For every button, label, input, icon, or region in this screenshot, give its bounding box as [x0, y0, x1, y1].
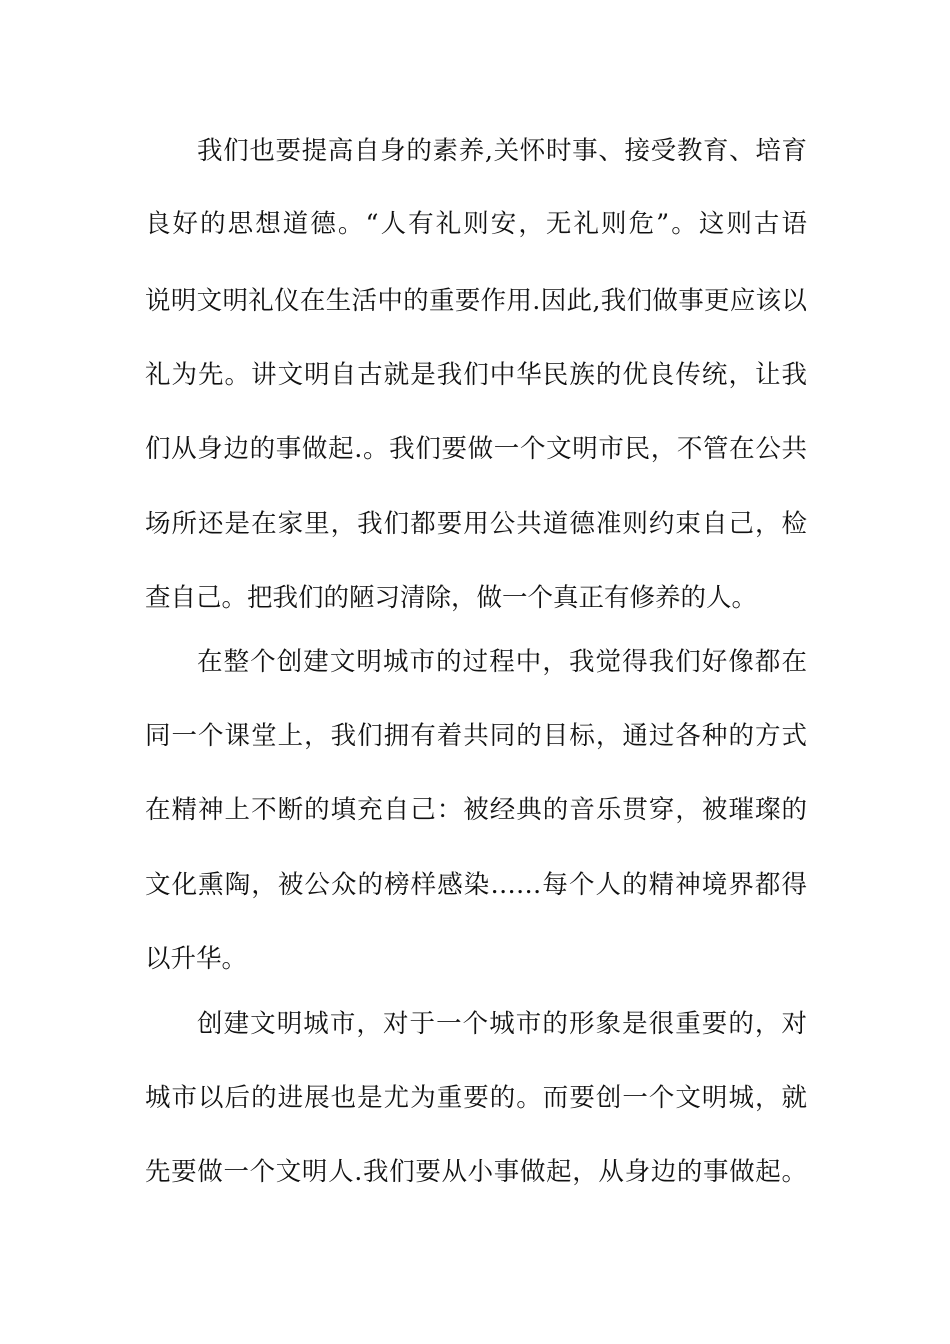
- paragraph-2-line-4: 文化熏陶，被公众的榜样感染……每个人的精神境界都得: [145, 870, 807, 900]
- paragraph-3-line-3: 先要做一个文明人.我们要从小事做起，从身边的事做起。: [145, 1157, 807, 1187]
- paragraph-2-line-2: 同一个课堂上，我们拥有着共同的目标，通过各种的方式: [145, 721, 807, 751]
- paragraph-1-line-4: 礼为先。讲文明自古就是我们中华民族的优良传统，让我: [145, 360, 807, 390]
- paragraph-1-line-1: 我们也要提高自身的素养,关怀时事、接受教育、培育: [197, 136, 807, 166]
- paragraph-1-line-2: 良好的思想道德。“人有礼则安，无礼则危”。这则古语: [145, 209, 807, 239]
- paragraph-2-line-3: 在精神上不断的填充自己：被经典的音乐贯穿，被璀璨的: [145, 795, 807, 825]
- paragraph-1-line-5: 们从身边的事做起.。我们要做一个文明市民，不管在公共: [145, 434, 807, 464]
- paragraph-1-line-6: 场所还是在家里，我们都要用公共道德准则约束自己，检: [145, 509, 807, 539]
- paragraph-3-line-1: 创建文明城市，对于一个城市的形象是很重要的，对: [197, 1009, 807, 1039]
- paragraph-1-line-3: 说明文明礼仪在生活中的重要作用.因此,我们做事更应该以: [145, 286, 807, 316]
- paragraph-2-line-1: 在整个创建文明城市的过程中，我觉得我们好像都在: [197, 647, 807, 677]
- paragraph-1-line-7: 查自己。把我们的陋习清除，做一个真正有修养的人。: [145, 583, 758, 613]
- paragraph-3-line-2: 城市以后的进展也是尤为重要的。而要创一个文明城，就: [145, 1083, 807, 1113]
- paragraph-2-line-5: 以升华。: [145, 944, 248, 974]
